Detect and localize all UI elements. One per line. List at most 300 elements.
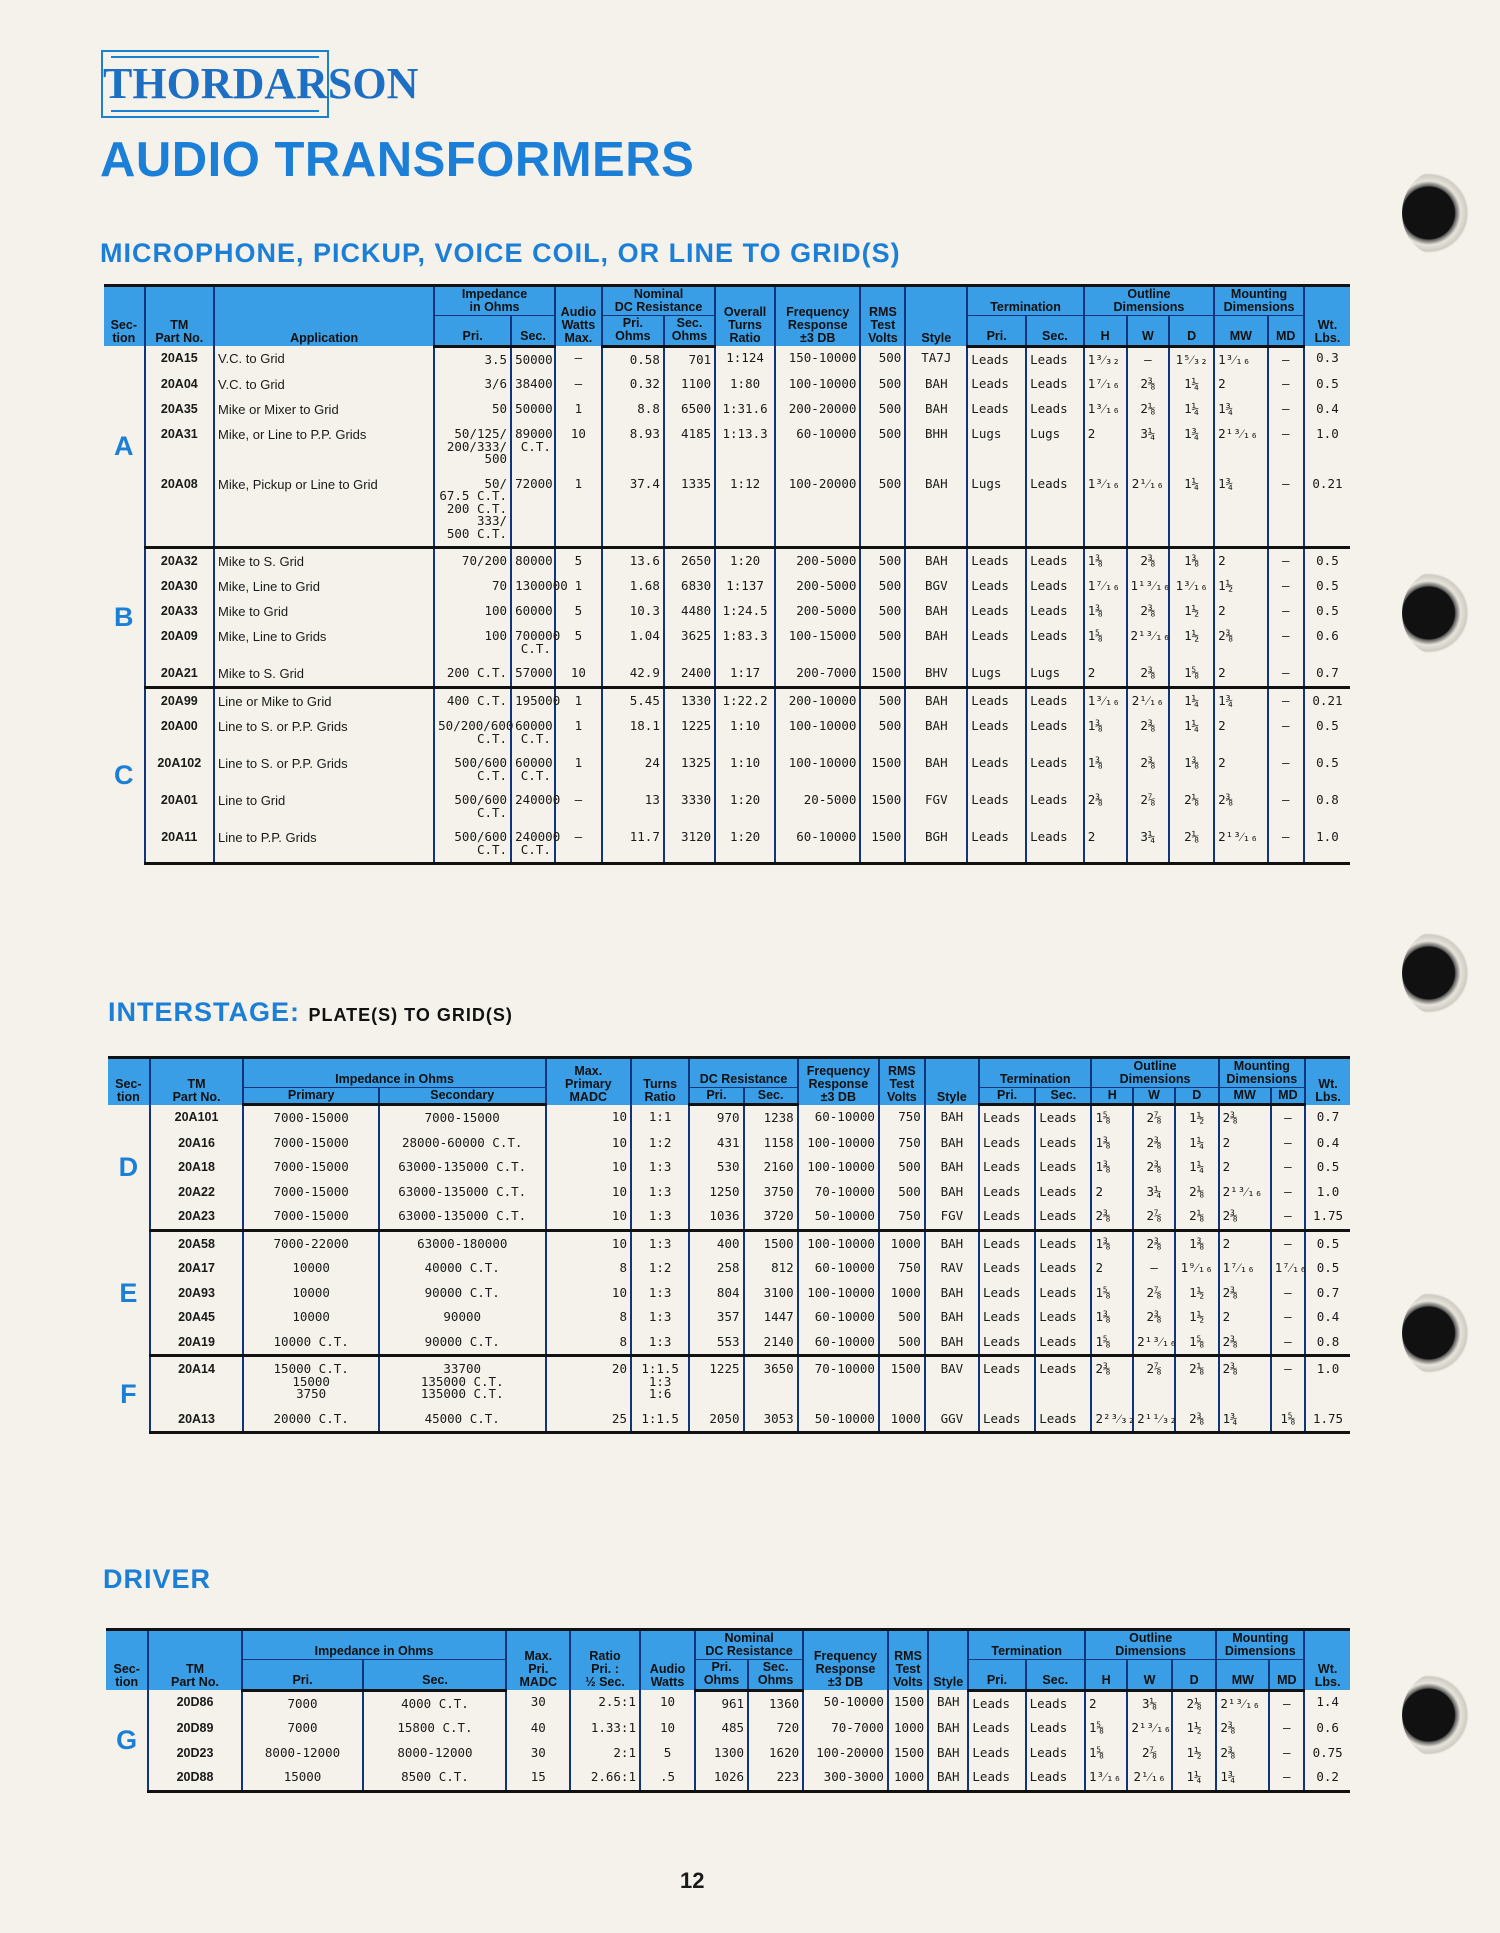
table-cell: Leads [1026, 714, 1084, 751]
col-imp-sec: Sec. [363, 1660, 506, 1690]
table-cell: 200-5000 [775, 548, 860, 575]
table-cell: 0.21 [1304, 688, 1350, 715]
table-cell: Leads [967, 825, 1026, 864]
table-cell: 3053 [744, 1407, 798, 1433]
col-outline: Outline Dimensions [1084, 286, 1214, 316]
table-cell: 750 [879, 1256, 925, 1281]
table-cell: 37.4 [602, 472, 664, 548]
table-cell: 2¹³⁄₁₆ [1219, 1180, 1271, 1205]
table-cell: 1360 [748, 1690, 803, 1716]
col-rms: RMS Test Volts [860, 286, 905, 347]
table-cell: Leads [1026, 472, 1084, 548]
part-number: 20A15 [145, 346, 214, 372]
table-cell: 701 [664, 346, 715, 372]
table-cell: 1½ [1175, 1105, 1219, 1131]
table-cell: 1⅝ [1091, 1281, 1133, 1306]
table-cell: 2⅛ [1172, 1690, 1217, 1716]
col-mounting: Mounting Dimensions [1219, 1058, 1305, 1088]
table-cell: 1.04 [602, 624, 664, 661]
table-cell: BAH [905, 372, 967, 397]
col-dc-resistance: DC Resistance [689, 1058, 797, 1088]
table-cell: V.C. to Grid [214, 372, 434, 397]
table-cell: 2⅜ [1127, 661, 1170, 688]
table-cell: 7000-15000 [243, 1204, 378, 1230]
table-cell: 2⅞ [1127, 1741, 1172, 1766]
table-cell: 2⅜ [1127, 372, 1170, 397]
table-cell: 400 C.T. [434, 688, 511, 715]
table-cell: — [1268, 574, 1304, 599]
col-style: Style [925, 1058, 979, 1105]
table-row [104, 825, 1350, 864]
table-cell: — [1268, 472, 1304, 548]
table-cell: BAH [905, 624, 967, 661]
col-mounting: Mounting Dimensions [1214, 286, 1304, 316]
table-cell: 2⅞ [1133, 1105, 1175, 1131]
table-cell: 2 [1219, 1155, 1271, 1180]
table-cell: Leads [967, 548, 1026, 575]
table-cell: — [555, 372, 602, 397]
table-cell: 3/6 [434, 372, 511, 397]
table-row [108, 1407, 1350, 1433]
table-cell: 500/600 C.T. [434, 825, 511, 864]
table-cell: — [1268, 599, 1304, 624]
table-cell: BAV [925, 1356, 979, 1407]
table-cell: 1500 [860, 751, 905, 788]
table-cell: 1300000 [511, 574, 555, 599]
table-cell: 1225 [689, 1356, 743, 1407]
part-number: 20A09 [145, 624, 214, 661]
table-cell: Leads [979, 1330, 1035, 1356]
table-cell: 70 [434, 574, 511, 599]
table-cell: 1 [555, 397, 602, 422]
driver-transformer-table [106, 1628, 1350, 1793]
table-cell: — [1268, 346, 1304, 372]
table-cell: 500 [860, 422, 905, 472]
table-cell: 1000 [879, 1281, 925, 1306]
table-cell: 1:17 [715, 661, 775, 688]
col-madc: Max. Primary MADC [546, 1058, 631, 1105]
col-weight: Wt. Lbs. [1304, 1630, 1350, 1691]
table-cell: BAH [905, 599, 967, 624]
table-cell: — [1271, 1155, 1305, 1180]
table-cell: 240000 C.T. [511, 825, 555, 864]
table-cell: Leads [968, 1765, 1025, 1791]
table-cell: 2⅜ [1219, 1105, 1271, 1131]
table-cell: 7000-15000 [243, 1105, 378, 1131]
col-termination: Termination [967, 286, 1083, 316]
part-number: 20A18 [150, 1155, 244, 1180]
table-cell: 1¾ [1216, 1765, 1269, 1791]
table-cell: BHH [905, 422, 967, 472]
table-cell: 70-7000 [803, 1716, 888, 1741]
table-cell: 1:20 [715, 825, 775, 864]
col-w: W [1127, 1660, 1172, 1690]
table-row [104, 548, 1350, 575]
table-cell: — [555, 825, 602, 864]
col-dc-pri: Pri. Ohms [602, 316, 664, 346]
table-cell: 1⁷⁄₁₆ [1084, 574, 1127, 599]
section-heading-interstage [108, 997, 513, 1028]
table-cell: 2¹³⁄₁₆ [1214, 825, 1267, 864]
table-cell: 1.33:1 [570, 1716, 640, 1741]
table-cell: 357 [689, 1305, 743, 1330]
table-cell: 8 [546, 1256, 631, 1281]
table-cell: BAH [928, 1690, 968, 1716]
col-dc-sec: Sec. [744, 1088, 798, 1105]
table-cell: 42.9 [602, 661, 664, 688]
table-cell: BAH [925, 1230, 979, 1256]
table-cell: 10.3 [602, 599, 664, 624]
col-md: MD [1271, 1088, 1305, 1105]
table-cell: 3¼ [1127, 422, 1170, 472]
table-cell: 30 [506, 1741, 570, 1766]
table-row [108, 1330, 1350, 1356]
table-cell: 1:20 [715, 548, 775, 575]
table-cell: 1.0 [1304, 825, 1350, 864]
table-cell: 1:3 [631, 1305, 689, 1330]
col-imp-secondary: Secondary [379, 1088, 546, 1105]
col-frequency: Frequency Response ±3 DB [775, 286, 860, 347]
col-outline: Outline Dimensions [1085, 1630, 1216, 1660]
table-cell: 0.4 [1305, 1131, 1350, 1156]
table-cell: — [1268, 624, 1304, 661]
section-heading-microphone: MICROPHONE, PICKUP, VOICE COIL, OR LINE TO GRID(S) [100, 238, 901, 268]
table-cell: 1¼ [1169, 714, 1214, 751]
col-term-sec: Sec. [1026, 1660, 1085, 1690]
col-impedance: Impedance in Ohms [243, 1058, 545, 1088]
table-cell: 2 [1091, 1180, 1133, 1205]
part-number: 20A04 [145, 372, 214, 397]
table-cell: 10 [546, 1281, 631, 1306]
table-cell: BAH [925, 1131, 979, 1156]
table-cell: 1000 [888, 1765, 928, 1791]
table-cell: 2⅜ [1214, 624, 1267, 661]
table-cell: Leads [979, 1256, 1035, 1281]
table-cell: 500 [860, 624, 905, 661]
table-cell: Leads [967, 599, 1026, 624]
table-cell: 500 [860, 472, 905, 548]
binder-hole [1402, 170, 1478, 256]
section-letter: B [114, 602, 134, 632]
table-cell: 1⁷⁄₁₆ [1084, 372, 1127, 397]
table-cell: 1⅝ [1085, 1716, 1127, 1741]
table-cell: 3⅛ [1127, 1690, 1172, 1716]
table-cell: 0.5 [1304, 574, 1350, 599]
table-cell: Leads [1035, 1230, 1091, 1256]
table-cell: 1:137 [715, 574, 775, 599]
table-cell: 2⅜ [1219, 1281, 1271, 1306]
col-w: W [1133, 1088, 1175, 1105]
table-row [108, 1356, 1350, 1407]
col-tm-part: TM Part No. [150, 1058, 244, 1105]
table-cell: 63000-135000 C.T. [379, 1155, 546, 1180]
part-number: 20A93 [150, 1281, 244, 1306]
col-mw: MW [1214, 316, 1267, 346]
table-cell: 1¾ [1214, 397, 1267, 422]
table-cell: 1⅝ [1271, 1407, 1305, 1433]
table-cell: — [555, 788, 602, 825]
table-cell: 2¹⁄₁₆ [1127, 472, 1170, 548]
table-cell: 10000 C.T. [243, 1330, 378, 1356]
table-cell: Leads [1026, 1741, 1085, 1766]
col-impedance: Impedance in Ohms [434, 286, 555, 316]
table-cell: 553 [689, 1330, 743, 1356]
table-row [108, 1204, 1350, 1230]
table-cell: BAH [925, 1330, 979, 1356]
table-cell: Leads [1035, 1180, 1091, 1205]
part-number: 20A11 [145, 825, 214, 864]
table-cell: — [1271, 1281, 1305, 1306]
table-cell: 2140 [744, 1330, 798, 1356]
table-cell: 50/125/ 200/333/ 500 [434, 422, 511, 472]
table-cell: 1³⁄₃₂ [1084, 346, 1127, 372]
table-cell: 2¹¹⁄₃₂ [1133, 1407, 1175, 1433]
table-cell: 812 [744, 1256, 798, 1281]
table-cell: 1:12 [715, 472, 775, 548]
table-cell: BAH [928, 1716, 968, 1741]
table-cell: 1500 [744, 1230, 798, 1256]
col-rms: RMS Test Volts [879, 1058, 925, 1105]
table-cell: 1¼ [1172, 1765, 1217, 1791]
table-cell: 10000 [243, 1305, 378, 1330]
part-number: 20D88 [148, 1765, 241, 1791]
col-outline: Outline Dimensions [1091, 1058, 1218, 1088]
table-cell: 2⅛ [1175, 1356, 1219, 1407]
table-cell: 90000 C.T. [379, 1330, 546, 1356]
table-cell: 200-7000 [775, 661, 860, 688]
table-cell: 1026 [695, 1765, 748, 1791]
table-cell: — [555, 346, 602, 372]
table-cell: Leads [1035, 1407, 1091, 1433]
table-cell: 2050 [689, 1407, 743, 1433]
part-number: 20A01 [145, 788, 214, 825]
col-termination: Termination [968, 1630, 1085, 1660]
table-cell: BAH [928, 1765, 968, 1791]
table-cell: 60000 C.T. [511, 751, 555, 788]
table-cell: 2 [1214, 548, 1267, 575]
table-cell: 10 [640, 1690, 695, 1716]
table-cell: 7000-22000 [243, 1230, 378, 1256]
table-cell: 2⅞ [1133, 1204, 1175, 1230]
col-dc-sec: Sec. Ohms [748, 1660, 803, 1690]
table-cell: 7000 [242, 1690, 364, 1716]
table-cell: 500/600 C.T. [434, 751, 511, 788]
table-cell: 1 [555, 574, 602, 599]
table-cell: 200-5000 [775, 574, 860, 599]
col-dc-sec: Sec. Ohms [664, 316, 715, 346]
table-cell: Leads [967, 624, 1026, 661]
table-cell: 1¹³⁄₁₆ [1127, 574, 1170, 599]
table-cell: 2650 [664, 548, 715, 575]
table-cell: 2⅛ [1127, 397, 1170, 422]
table-cell: Leads [968, 1741, 1025, 1766]
table-cell: 2⅜ [1127, 714, 1170, 751]
table-cell: 3720 [744, 1204, 798, 1230]
col-dc-resistance: Nominal DC Resistance [602, 286, 715, 316]
table-cell: 1620 [748, 1741, 803, 1766]
table-cell: 0.32 [602, 372, 664, 397]
table-cell: 2⅜ [1219, 1356, 1271, 1407]
table-cell: Leads [967, 751, 1026, 788]
table-cell: 2⅜ [1175, 1407, 1219, 1433]
table-cell: 970 [689, 1105, 743, 1131]
table-cell: 500 [860, 548, 905, 575]
col-dc-pri: Pri. [689, 1088, 743, 1105]
table-cell: 1:3 [631, 1180, 689, 1205]
col-weight: Wt. Lbs. [1304, 286, 1350, 347]
part-number: 20A14 [150, 1356, 244, 1407]
table-cell: 0.4 [1305, 1305, 1350, 1330]
col-section: Sec- tion [108, 1058, 150, 1105]
table-cell: 90000 [379, 1305, 546, 1330]
part-number: 20A101 [150, 1105, 244, 1131]
table-cell: 1½ [1214, 574, 1267, 599]
col-madc: Max. Pri. MADC [506, 1630, 570, 1691]
col-turns-ratio: Overall Turns Ratio [715, 286, 775, 347]
table-cell: 431 [689, 1131, 743, 1156]
table-cell: 2 [1084, 661, 1127, 688]
table-cell: 240000 [511, 788, 555, 825]
col-tm-part: TM Part No. [145, 286, 214, 347]
table-cell: 500 [860, 346, 905, 372]
table-cell: 50-10000 [803, 1690, 888, 1716]
table-cell: 6830 [664, 574, 715, 599]
table-cell: 300-3000 [803, 1765, 888, 1791]
table-cell: 1¼ [1175, 1155, 1219, 1180]
interstage-subtitle: PLATE(S) TO GRID(S) [308, 1005, 513, 1025]
table-cell: 1³⁄₁₆ [1084, 472, 1127, 548]
table-cell: 0.5 [1305, 1256, 1350, 1281]
table-row [108, 1131, 1350, 1156]
table-cell: 1½ [1175, 1281, 1219, 1306]
table-cell: 1:3 [631, 1281, 689, 1306]
table-cell: 1⁵⁄₃₂ [1169, 346, 1214, 372]
table-cell: 1¼ [1169, 397, 1214, 422]
table-cell: 33700 135000 C.T. 135000 C.T. [379, 1356, 546, 1407]
table-cell: 7000-15000 [243, 1131, 378, 1156]
interstage-title: INTERSTAGE: [108, 997, 300, 1027]
table-cell: Line or Mike to Grid [214, 688, 434, 715]
table-cell: Leads [967, 714, 1026, 751]
table-row [108, 1180, 1350, 1205]
col-md: MD [1268, 316, 1304, 346]
table-cell: 961 [695, 1690, 748, 1716]
table-cell: — [1268, 714, 1304, 751]
table-row [106, 1690, 1350, 1716]
table-cell: 500 [860, 372, 905, 397]
table-cell: 8.8 [602, 397, 664, 422]
table-cell: 2¹³⁄₁₆ [1127, 624, 1170, 661]
table-cell: 100 [434, 599, 511, 624]
table-cell: 0.5 [1304, 714, 1350, 751]
table-cell: 1¾ [1219, 1407, 1271, 1433]
col-term-pri: Pri. [979, 1088, 1035, 1105]
table-cell: 500 [879, 1155, 925, 1180]
part-number: 20A35 [145, 397, 214, 422]
table-cell: 20000 C.T. [243, 1407, 378, 1433]
table-cell: — [1268, 372, 1304, 397]
table-cell: 1⅝ [1175, 1330, 1219, 1356]
table-cell: 2160 [744, 1155, 798, 1180]
table-cell: 2¹⁄₁₆ [1127, 1765, 1172, 1791]
table-cell: 1036 [689, 1204, 743, 1230]
table-cell: — [1268, 548, 1304, 575]
table-cell: — [1269, 1690, 1304, 1716]
table-cell: Line to S. or P.P. Grids [214, 751, 434, 788]
col-imp-primary: Primary [243, 1088, 378, 1105]
table-cell: 2⅜ [1133, 1230, 1175, 1256]
table-cell: 750 [879, 1131, 925, 1156]
col-d: D [1175, 1088, 1219, 1105]
table-cell: Leads [1026, 624, 1084, 661]
table-cell: Line to S. or P.P. Grids [214, 714, 434, 751]
table-cell: 3.5 [434, 346, 511, 372]
table-cell: 24 [602, 751, 664, 788]
table-cell: 1¼ [1169, 372, 1214, 397]
table-cell: Lugs [967, 422, 1026, 472]
table-cell: 1¼ [1169, 472, 1214, 548]
table-cell: 1:1.5 1:3 1:6 [631, 1356, 689, 1407]
part-number: 20A17 [150, 1256, 244, 1281]
table-cell: V.C. to Grid [214, 346, 434, 372]
table-cell: 60-10000 [775, 825, 860, 864]
table-cell: 4185 [664, 422, 715, 472]
table-cell: 60-10000 [775, 422, 860, 472]
table-cell: 1⅜ [1091, 1230, 1133, 1256]
table-cell: 8000-12000 [242, 1741, 364, 1766]
part-number: 20D23 [148, 1741, 241, 1766]
table-cell: 50-10000 [798, 1204, 879, 1230]
table-cell: 500 [879, 1330, 925, 1356]
table-cell: 1 [555, 751, 602, 788]
table-cell: 1250 [689, 1180, 743, 1205]
table-cell: 100 [434, 624, 511, 661]
table-cell: Leads [979, 1230, 1035, 1256]
table-cell: 1³⁄₁₆ [1214, 346, 1267, 372]
table-cell: 10 [640, 1716, 695, 1741]
table-cell: — [1133, 1256, 1175, 1281]
col-frequency: Frequency Response ±3 DB [803, 1630, 888, 1691]
table-cell: 2 [1219, 1230, 1271, 1256]
table-cell: 0.7 [1304, 661, 1350, 688]
section-letter: F [120, 1378, 137, 1409]
col-h: H [1091, 1088, 1133, 1105]
table-cell: Leads [1026, 346, 1084, 372]
table-row [104, 599, 1350, 624]
table-cell: — [1268, 397, 1304, 422]
table-cell: — [1271, 1131, 1305, 1156]
table-cell: 100-20000 [775, 472, 860, 548]
binder-hole [1402, 570, 1478, 656]
col-d: D [1169, 316, 1214, 346]
col-mw: MW [1216, 1660, 1269, 1690]
table-cell: Leads [1026, 751, 1084, 788]
table-cell: 90000 C.T. [379, 1281, 546, 1306]
table-cell: 8500 C.T. [363, 1765, 506, 1791]
table-cell: Leads [1035, 1281, 1091, 1306]
table-cell: Leads [967, 574, 1026, 599]
table-cell: — [1271, 1230, 1305, 1256]
table-cell: Leads [1026, 548, 1084, 575]
col-dc-pri: Pri. Ohms [695, 1660, 748, 1690]
table-cell: 60-10000 [798, 1305, 879, 1330]
table-cell: TA7J [905, 346, 967, 372]
table-row [104, 788, 1350, 825]
table-cell: 1.4 [1304, 1690, 1350, 1716]
table-cell: Leads [967, 688, 1026, 715]
table-cell: 1158 [744, 1131, 798, 1156]
table-cell: 1⁹⁄₁₆ [1175, 1256, 1219, 1281]
